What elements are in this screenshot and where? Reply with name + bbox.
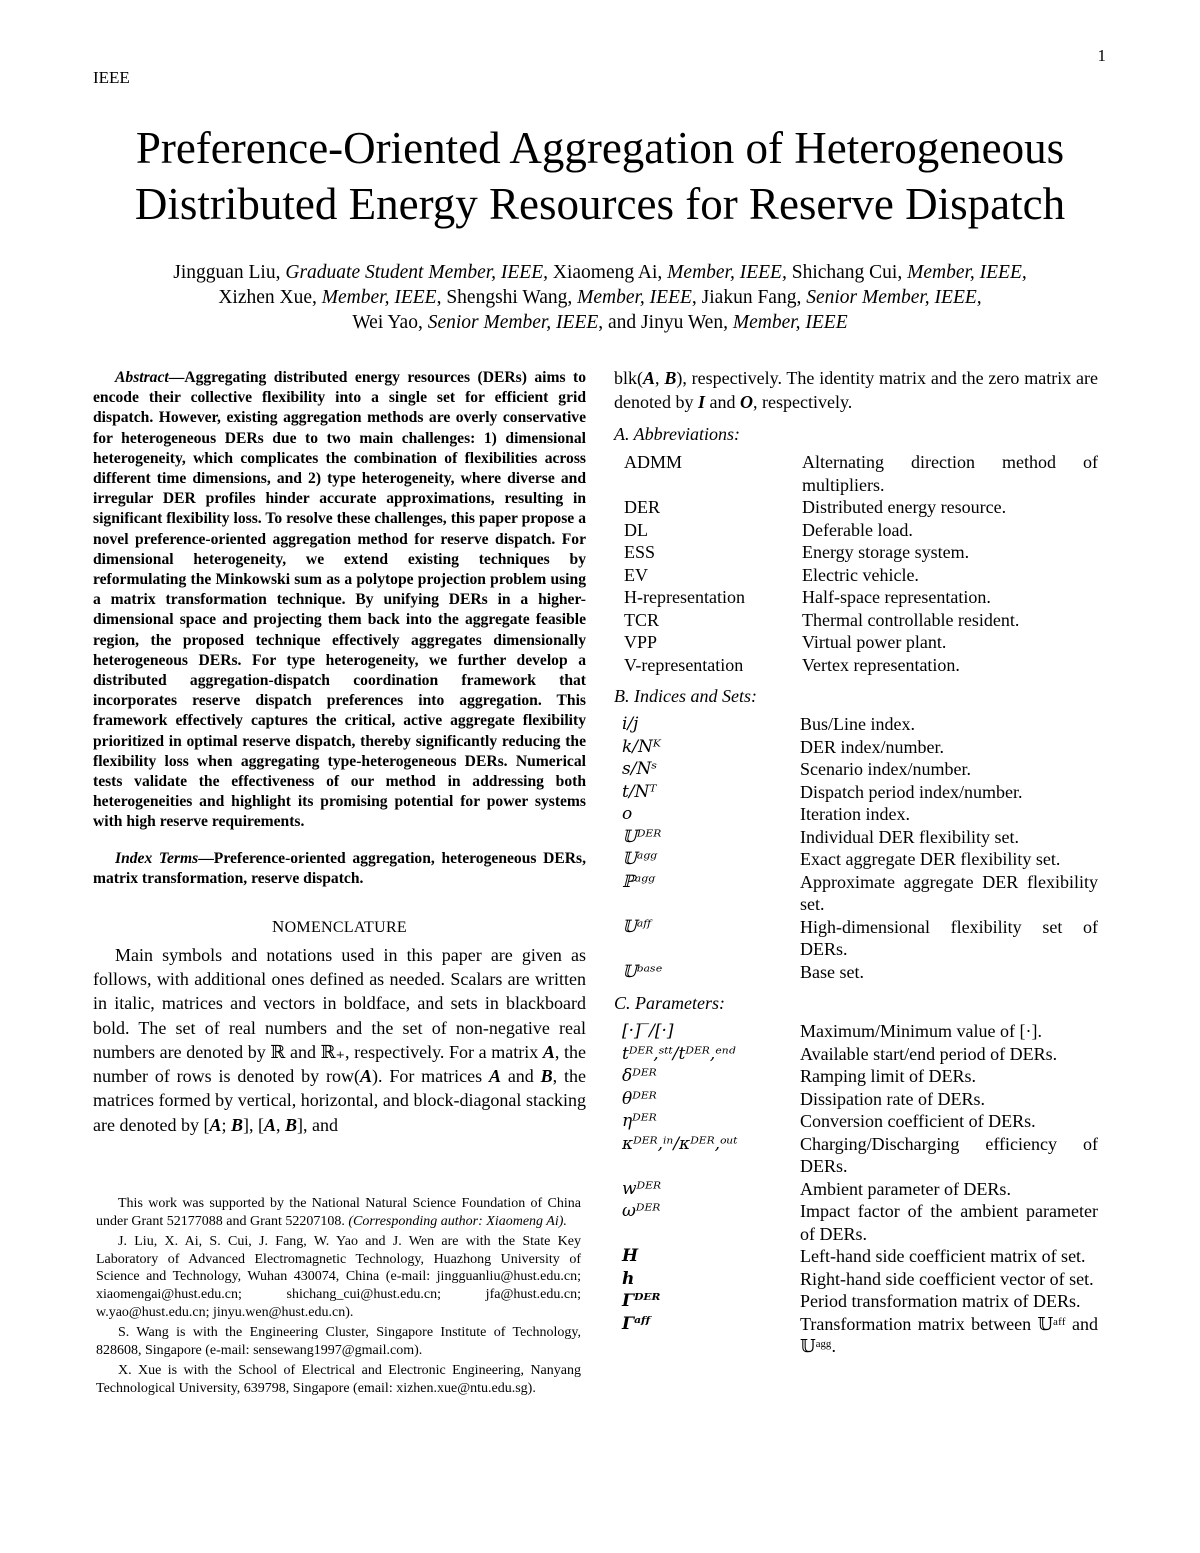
nomenclature-row: [614, 848, 1098, 871]
index-terms: [93, 849, 586, 889]
nomenclature-definition: Maximum/Minimum value of [·].: [800, 1021, 1042, 1041]
nomenclature-row: [614, 1065, 1098, 1088]
nomenclature-row: [614, 451, 1098, 496]
parameters-heading: C. Parameters:: [614, 993, 725, 1013]
nomenclature-row: [614, 1313, 1098, 1358]
author-name: Xiaomeng Ai,: [552, 262, 663, 283]
nomenclature-row: [614, 1290, 1098, 1313]
nomenclature-row: [614, 1133, 1098, 1178]
author-line-2: Xizhen Xue, Member, IEEE, Shengshi Wang, Member, IEEE, Jiakun Fang, Senior Member, IEEE,: [218, 287, 982, 308]
nomenclature-term: 𝕌ᵃᶠᶠ: [622, 916, 652, 937]
nomenclature-row: [614, 1178, 1098, 1201]
nomenclature-term: ADMM: [624, 452, 683, 472]
abbreviations-heading: A. Abbreviations:: [614, 424, 740, 444]
nomenclature-row: [614, 1245, 1098, 1268]
author-membership: , Member, IEEE: [723, 312, 848, 333]
nomenclature-intro-continued: blk(A, B), respectively. The identity matrix and the zero matrix are denoted by I and O, respectively.: [614, 368, 1098, 412]
abstract: [93, 368, 586, 833]
nomenclature-term: i/j: [622, 714, 639, 734]
nomenclature-row: [614, 609, 1098, 632]
index-terms-label: Index Terms: [115, 849, 199, 867]
nomenclature-definition: Base set.: [800, 961, 864, 982]
nomenclature-row: [614, 713, 1098, 736]
left-column: [93, 368, 586, 1137]
nomenclature-row: [614, 1268, 1098, 1291]
nomenclature-definition: Exact aggregate DER flexibility set.: [800, 849, 1061, 869]
nomenclature-row: [614, 1110, 1098, 1133]
nomenclature-term: δᴰᴱᴿ: [622, 1066, 657, 1086]
author-line-3: [60, 310, 1140, 335]
nomenclature-term: ωᴰᴱᴿ: [622, 1201, 661, 1221]
nomenclature-definition: Conversion coefficient of DERs.: [800, 1111, 1036, 1131]
nomenclature-definition: Distributed energy resource.: [802, 497, 1007, 517]
nomenclature-term: θᴰᴱᴿ: [622, 1088, 657, 1109]
author-name: Jiakun Fang,: [701, 287, 802, 308]
nomenclature-row: [614, 586, 1098, 609]
nomenclature-definition: Bus/Line index.: [800, 714, 915, 734]
nomenclature-definition: Right-hand side coefficient vector of set.: [800, 1268, 1094, 1289]
title-line-1: Preference-Oriented Aggregation of Heterogeneous: [135, 123, 1065, 173]
nomenclature-term: s/Nˢ: [622, 759, 658, 779]
nomenclature-definition: Dispatch period index/number.: [800, 781, 1023, 802]
author-line-1: [60, 260, 1140, 285]
journal-name: IEEE: [93, 68, 130, 87]
nomenclature-definition: Dissipation rate of DERs.: [800, 1088, 985, 1109]
nomenclature-definition: Available start/end period of DERs.: [800, 1043, 1058, 1064]
index-terms-text: —Preference-oriented aggregation, heterogeneous DERs, matrix transformation, reserve dispatch.: [93, 849, 586, 887]
author-name: , and Jinyu Wen: [598, 312, 724, 333]
nomenclature-term: ℙᵃᵍᵍ: [622, 871, 655, 892]
parameters-table: [614, 1020, 1098, 1358]
nomenclature-definition: Thermal controllable resident.: [802, 609, 1020, 630]
nomenclature-term: TCR: [624, 609, 660, 630]
nomenclature-definition: Approximate aggregate DER flexibility set.: [800, 871, 1098, 914]
nomenclature-definition: Individual DER flexibility set.: [800, 826, 1019, 847]
nomenclature-term: Γᵃᶠᶠ: [622, 1313, 651, 1334]
nomenclature-definition: Ambient parameter of DERs.: [800, 1178, 1011, 1199]
nomenclature-heading: NOMENCLATURE: [272, 917, 407, 937]
abstract-text: —Aggregating distributed energy resources (DERs) aims to encode their collective flexibility into a single set for efficient grid dispatch. However, existing aggregation methods are overly conservative for heterogeneous DERs due to two main challenges: 1) dimensional heterogeneity, which complicates the combination of flexibilities across different time dimensions, and 2) type heterogeneity, where diverse and irregular DER profiles hinder accurate approximations, resulting in significant flexibility loss. To resolve these challenges, this paper propose a novel preference-oriented aggregation method for reserve dispatch. For dimensional heterogeneity, we extend existing techniques by reformulating the Minkowski sum as a polytope projection problem using a matrix transformation technique. By unifying DERs in a higher-dimensional space and projecting them back into the aggregate feasible region, the proposed technique effectively aggregates dimensionally heterogeneous DERs. For type heterogeneity, we further develop a distributed aggregation-dispatch coordination framework that incorporates reserve dispatch preferences into aggregation. This framework effectively captures the critical, active aggregate flexibility prioritized in optimal reserve dispatch, thereby significantly reducing the flexibility loss when aggregating type-heterogeneous DERs. Numerical tests validate the effectiveness of our method in addressing both heterogeneities and highlight its promising potential for power systems with high reserve requirements.: [93, 369, 586, 831]
nomenclature-definition: Left-hand side coefficient matrix of set.: [800, 1246, 1086, 1266]
nomenclature-row: [614, 758, 1098, 781]
nomenclature-term: 𝕌ᵇᵃˢᵉ: [622, 961, 663, 982]
nomenclature-definition: Vertex representation.: [802, 654, 960, 675]
nomenclature-term: DL: [624, 519, 648, 540]
author-list: [60, 260, 1140, 335]
nomenclature-term: ESS: [624, 542, 656, 562]
nomenclature-row: [614, 826, 1098, 849]
nomenclature-row: [614, 781, 1098, 804]
nomenclature-row: [614, 1088, 1098, 1111]
nomenclature-row: [614, 736, 1098, 759]
author-name: Shengshi Wang,: [446, 287, 573, 308]
nomenclature-definition: DER index/number.: [800, 736, 944, 757]
nomenclature-term: h: [622, 1268, 635, 1289]
author-name: Xizhen Xue,: [218, 287, 317, 308]
nomenclature-row: [614, 803, 1098, 826]
nomenclature-row: [614, 631, 1098, 654]
right-column: [614, 366, 1098, 1358]
nomenclature-definition: Period transformation matrix of DERs.: [800, 1291, 1081, 1311]
nomenclature-definition: Impact factor of the ambient parameter of DERs.: [800, 1201, 1098, 1244]
nomenclature-term: o: [622, 804, 633, 824]
nomenclature-row: [614, 541, 1098, 564]
nomenclature-term: t/Nᵀ: [622, 781, 657, 802]
nomenclature-term: V-representation: [624, 654, 744, 675]
nomenclature-term: H: [622, 1246, 639, 1266]
author-membership: Member, IEEE,: [667, 262, 787, 283]
nomenclature-term: Γᴰᴱᴿ: [622, 1291, 661, 1311]
nomenclature-definition: Transformation matrix between 𝕌ᵃᶠᶠ and 𝕌ᵃᵍᵍ.: [800, 1313, 1098, 1356]
page-number: 1: [1097, 46, 1106, 65]
nomenclature-term: DER: [624, 497, 660, 517]
abbreviations-table: [614, 451, 1098, 676]
author-membership: Senior Member, IEEE,: [806, 287, 982, 308]
nomenclature-term: 𝕌ᴰᴱᴿ: [622, 826, 662, 847]
nomenclature-row: [614, 916, 1098, 961]
author-name: Wei Yao,: [352, 312, 423, 333]
nomenclature-row: [614, 1043, 1098, 1066]
nomenclature-definition: Iteration index.: [800, 804, 910, 824]
nomenclature-term: ηᴰᴱᴿ: [622, 1111, 657, 1131]
paper-title: [60, 120, 1140, 232]
author-membership: Member, IEEE: [321, 287, 437, 308]
affiliation-footnote: S. Wang is with the Engineering Cluster, Singapore Institute of Technology, 828608, Singapore (e-mail: sensewang1997@gmail.com).: [96, 1325, 581, 1358]
title-line-2: Distributed Energy Resources for Reserve Dispatch: [134, 179, 1066, 229]
author-membership: Graduate Student Member, IEEE,: [285, 262, 549, 283]
nomenclature-row: [614, 961, 1098, 984]
nomenclature-term: wᴰᴱᴿ: [622, 1178, 662, 1199]
indices-heading: B. Indices and Sets:: [614, 686, 757, 706]
nomenclature-definition: Deferable load.: [802, 519, 913, 540]
author-name: Jingguan Liu,: [173, 262, 281, 283]
indices-table: [614, 713, 1098, 983]
nomenclature-definition: Ramping limit of DERs.: [800, 1066, 977, 1086]
nomenclature-term: κᴰᴱᴿ,ⁱⁿ/κᴰᴱᴿ,ᵒᵘᵗ: [622, 1133, 738, 1154]
nomenclature-row: [614, 496, 1098, 519]
nomenclature-definition: Electric vehicle.: [802, 564, 919, 585]
nomenclature-term: VPP: [624, 632, 658, 652]
author-membership: Member, IEEE: [577, 287, 692, 308]
author-name: Shichang Cui,: [791, 262, 903, 283]
nomenclature-definition: High-dimensional flexibility set of DERs.: [800, 916, 1098, 959]
nomenclature-definition: Half-space representation.: [802, 587, 991, 607]
nomenclature-intro: Main symbols and notations used in this paper are given as follows, with additional ones defined as needed. Scalars are written in italic, matrices and vectors in boldface, and sets in blackboard bold. The set of real numbers and the set of non-negative real numbers are denoted by ℝ and ℝ₊, respectively. For a matrix A, the number of rows is denoted by row(A). For matrices A and B, the matrices formed by vertical, horizontal, and block-diagonal stacking are denoted by [A; B], [A, B], and: [93, 945, 586, 1135]
nomenclature-term: EV: [624, 564, 648, 585]
nomenclature-definition: Energy storage system.: [802, 542, 970, 562]
footnotes: [96, 1195, 581, 1401]
nomenclature-definition: Charging/Discharging efficiency of DERs.: [800, 1133, 1098, 1176]
affiliation-footnote: J. Liu, X. Ai, S. Cui, J. Fang, W. Yao and J. Wen are with the State Key Laboratory of Advanced Electromagnetic Technology, Huazhong University of Science and Technology, Wuhan 430074, China (e-mail: jingguanliu@hust.edu.cn; xiaomengai@hust.edu.cn; shichang_cui@hust.edu.cn; jfa@hust.edu.cn; w.yao@hust.edu.cn; jinyu.wen@hust.edu.cn).: [96, 1234, 581, 1320]
nomenclature-term: tᴰᴱᴿ,ˢᵗᵗ/tᴰᴱᴿ,ᵉⁿᵈ: [622, 1043, 736, 1064]
author-membership: Senior Member, IEEE: [427, 312, 599, 333]
nomenclature-definition: Virtual power plant.: [802, 632, 947, 652]
nomenclature-row: [614, 564, 1098, 587]
abstract-label: Abstract: [115, 369, 169, 386]
nomenclature-definition: Alternating direction method of multipliers.: [802, 452, 1098, 495]
nomenclature-term: H-representation: [624, 587, 745, 607]
nomenclature-definition: Scenario index/number.: [800, 759, 971, 779]
nomenclature-term: 𝕌ᵃᵍᵍ: [622, 849, 657, 869]
nomenclature-row: [614, 1020, 1098, 1043]
nomenclature-row: [614, 871, 1098, 916]
nomenclature-row: [614, 519, 1098, 542]
nomenclature-row: [614, 1200, 1098, 1245]
nomenclature-term: k/Nᴷ: [622, 736, 661, 757]
affiliation-footnote: X. Xue is with the School of Electrical and Electronic Engineering, Nanyang Technological University, 639798, Singapore (email: xizhen.xue@ntu.edu.sg).: [96, 1363, 581, 1396]
nomenclature-row: [614, 654, 1098, 677]
funding-footnote: This work was supported by the National Natural Science Foundation of China under Grant 52177088 and Grant 52207108. (Corresponding author: Xiaomeng Ai).: [96, 1196, 581, 1229]
author-membership: Member, IEEE,: [907, 262, 1027, 283]
nomenclature-term: [·]‾/[·]: [622, 1021, 674, 1041]
